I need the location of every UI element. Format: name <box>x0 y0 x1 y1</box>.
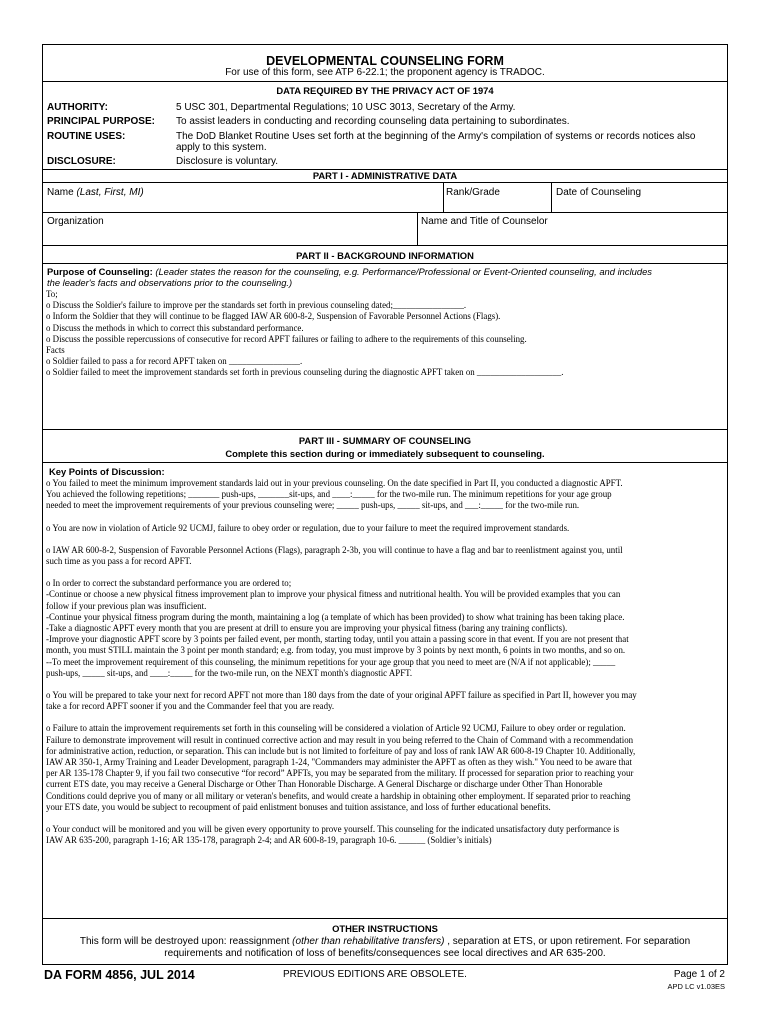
page-number: Page 1 of 2 <box>673 969 725 980</box>
part2-heading: PART II - BACKGROUND INFORMATION <box>296 250 474 261</box>
divider <box>43 263 727 264</box>
summary-paragraph <box>46 723 721 813</box>
purpose-hint-1: (Leader states the reason for the counseling, e.g. Performance/Professional or Event-Oriented counseling, and includes <box>155 266 652 277</box>
summary-line: take a for record APFT sooner if you and the Commander feel that you are ready. <box>46 701 335 712</box>
summary-paragraph <box>46 824 721 846</box>
routine-uses-text-2: apply to this system. <box>176 142 267 153</box>
background-line: o Soldier failed to pass a for record APFT taken on ________________. <box>46 356 303 367</box>
background-text[interactable] <box>46 289 721 379</box>
background-line: o Soldier failed to meet the improvement standards set forth in previous counseling during the diagnostic APFT taken on ___________________. <box>46 367 564 378</box>
other-text-c: , separation at ETS, or upon retirement. For separation <box>444 936 691 947</box>
summary-line: o Failure to attain the improvement requirements set forth in this counseling will be considered a violation of Article 92 UCMJ, Failure to obey order or regulation. <box>46 723 626 734</box>
other-instructions-line-1 <box>43 936 727 947</box>
summary-line: o You are now in violation of Article 92 UCMJ, failure to obey order or regulation, due to your failure to meet the required improvement standards. <box>46 522 570 533</box>
form-version: APD LC v1.03ES <box>667 982 725 991</box>
part3-heading: PART III - SUMMARY OF COUNSELING <box>298 435 472 446</box>
form-title: DEVELOPMENTAL COUNSELING FORM <box>266 54 504 68</box>
principal-purpose-label: PRINCIPAL PURPOSE: <box>47 116 155 127</box>
summary-line: follow if your previous plan was insufficient. <box>46 600 207 611</box>
background-line: o Discuss the possible repercussions of consecutive for record APFT failures or failing to adhere to the requirements of this counseling. <box>46 333 527 344</box>
summary-line: o In order to correct the substandard performance you are ordered to; <box>46 578 292 589</box>
part3-subheading: Complete this section during or immediately subsequent to counseling. <box>225 448 545 459</box>
summary-text[interactable] <box>46 478 721 846</box>
rank-grade-field[interactable] <box>444 182 551 212</box>
name-hint: (Last, First, MI) <box>76 187 144 198</box>
summary-line: current ETS date, you may receive a General Discharge or Other Than Honorable Discharge. A General Discharge or discharge under Other Than Honorable <box>46 779 603 790</box>
divider <box>43 429 727 430</box>
organization-field[interactable] <box>43 212 417 245</box>
divider <box>43 462 727 463</box>
counseling-form <box>42 44 728 965</box>
name-label: Name <box>47 187 74 198</box>
summary-line: such time as you pass a for record APFT. <box>46 556 192 567</box>
summary-line: You achieved the following repetitions; _______ push-ups, _______sit-ups, and ____:_____ for the two-mile run. The minimum repetitions for your age group <box>46 489 612 500</box>
summary-line: needed to meet the improvement requirements of your previous counseling were; _____ push-ups, _____ sit-ups, and ___:_____ for the two-mile run. <box>46 500 580 511</box>
organization-label: Organization <box>47 216 104 227</box>
summary-line: per AR 135-178 Chapter 9, if you fail two consecutive “for record” APFTs, you may be separated from the military. If processed for separation prior to reaching your <box>46 768 634 779</box>
authority-text: 5 USC 301, Departmental Regulations; 10 USC 3013, Secretary of the Army. <box>176 102 516 113</box>
summary-line: --To meet the improvement requirement of this counseling, the minimum repetitions for your age group that you need to meet are (N/A if not applicable); _____ <box>46 656 616 667</box>
background-line: o Discuss the methods in which to correct this substandard performance. <box>46 322 304 333</box>
summary-paragraph <box>46 478 721 512</box>
editions-notice: PREVIOUS EDITIONS ARE OBSOLETE. <box>283 969 467 980</box>
summary-line: -Continue your physical fitness program during the month, maintaining a log (a template of which has been provided) to show what training has been taking place. <box>46 611 625 622</box>
purpose-label: Purpose of Counseling: <box>47 266 153 277</box>
principal-purpose-text: To assist leaders in conducting and recording counseling data pertaining to subordinates. <box>176 116 570 127</box>
summary-line: your ETS date, you would be subject to recoupment of paid enlistment bonuses and tuition assistance, and loss of further educational benefits. <box>46 801 551 812</box>
summary-line: push-ups, _____ sit-ups, and ____:_____ for the two-mile run, on the NEXT month's diagnostic APFT. <box>46 667 413 678</box>
disclosure-text: Disclosure is voluntary. <box>176 156 279 167</box>
form-subtitle: For use of this form, see ATP 6-22.1; the proponent agency is TRADOC. <box>225 67 545 78</box>
summary-paragraph <box>46 690 721 712</box>
form-number: DA FORM 4856, JUL 2014 <box>44 968 195 982</box>
other-instructions-heading: OTHER INSTRUCTIONS <box>332 923 438 934</box>
summary-line: month, you must STILL maintain the 3 point per month standard; e.g. from today, you must improve by 3 points by next month, 6 points in two months, and so on. <box>46 645 626 656</box>
name-field[interactable] <box>43 182 443 212</box>
summary-line: Failure to demonstrate improvement will result in continued corrective action and may result in you being referred to the Chain of Command with a recommendation <box>46 734 634 745</box>
date-of-counseling-field[interactable] <box>552 182 727 212</box>
divider <box>43 245 727 246</box>
disclosure-label: DISCLOSURE: <box>47 156 116 167</box>
summary-paragraph <box>46 523 721 534</box>
background-line: To; <box>46 289 58 299</box>
other-text-b: (other than rehabilitative transfers) <box>292 936 445 947</box>
summary-line: -Take a diagnostic APFT every month that you are present at drill to ensure you are improving your physical fitness (baring any training conflicts). <box>46 623 568 634</box>
routine-uses-text-1: The DoD Blanket Routine Uses set forth at the beginning of the Army's compilation of systems or records notices also <box>176 131 696 142</box>
divider <box>43 918 727 919</box>
summary-paragraph <box>46 545 721 567</box>
summary-paragraph <box>46 578 721 679</box>
privacy-heading: DATA REQUIRED BY THE PRIVACY ACT OF 1974 <box>276 85 494 96</box>
divider <box>43 81 727 82</box>
other-instructions-line-2: requirements and notification of loss of benefits/consequences see local directives and AR 635-200. <box>164 948 606 959</box>
other-text-a: This form will be destroyed upon: reassignment <box>79 936 293 947</box>
summary-line: o You failed to meet the minimum improvement standards laid out in your previous counseling. On the date specified in Part II, you conducted a diagnostic APFT. <box>46 478 623 488</box>
summary-line: -Continue or choose a new physical fitness improvement plan to improve your physical fitness and nutritional health. You will be provided examples that you can <box>46 589 621 600</box>
summary-line: o Your conduct will be monitored and you will be given every opportunity to prove yourself. This counseling for the indicated unsatisfactory duty performance is <box>46 824 620 835</box>
summary-line: IAW AR 350-1, Army Training and Leader Development, paragraph 1-24, "Commanders may administer the APFT as often as they wish." You need to be aware that <box>46 757 632 768</box>
authority-label: AUTHORITY: <box>47 102 108 113</box>
counselor-field[interactable] <box>418 212 727 245</box>
key-points-label: Key Points of Discussion: <box>49 466 165 477</box>
date-of-counseling-label: Date of Counseling <box>556 187 642 198</box>
background-line: o Inform the Soldier that they will continue to be flagged IAW AR 600-8-2, Suspension of Favorable Personnel Actions (Flags). <box>46 311 501 322</box>
counselor-label: Name and Title of Counselor <box>421 216 548 227</box>
purpose-of-counseling <box>47 266 652 277</box>
rank-grade-label: Rank/Grade <box>446 187 500 198</box>
part1-heading: PART I - ADMINISTRATIVE DATA <box>312 170 458 181</box>
summary-line: for administrative action, reduction, or separation. This can include but is not limited to forfeiture of pay and loss of rank IAW AR 600-8-19 Chapter 10. Additionally, <box>46 745 636 756</box>
background-line: o Discuss the Soldier's failure to improve per the standards set forth in previous counseling dated;________________. <box>46 300 467 311</box>
summary-line: o IAW AR 600-8-2, Suspension of Favorable Personnel Actions (Flags), paragraph 2-3b, you will continue to have a flag and bar to reenlistment against you, until <box>46 544 623 555</box>
summary-line: o You will be prepared to take your next for record APFT not more than 180 days from the date of your original APFT failure as specified in Part II, however you may <box>46 690 637 701</box>
routine-uses-label: ROUTINE USES: <box>47 131 126 142</box>
summary-line: Conditions could deprive you of many or all military or veteran's benefits, and would create a hardship in obtaining other employment. If separated prior to reaching <box>46 790 631 801</box>
background-line: Facts <box>46 345 65 356</box>
summary-line: IAW AR 635-200, paragraph 1-16; AR 135-178, paragraph 2-4; and AR 600-8-19, paragraph 10-6. ______ (Soldier’s initials) <box>46 835 492 846</box>
summary-line: -Improve your diagnostic APFT score by 3 points per failed event, per month, starting today, until you attain a passing score in that event. If you are not present that <box>46 634 629 645</box>
purpose-hint-2: the leader's facts and observations prior to the counseling.) <box>47 277 293 288</box>
